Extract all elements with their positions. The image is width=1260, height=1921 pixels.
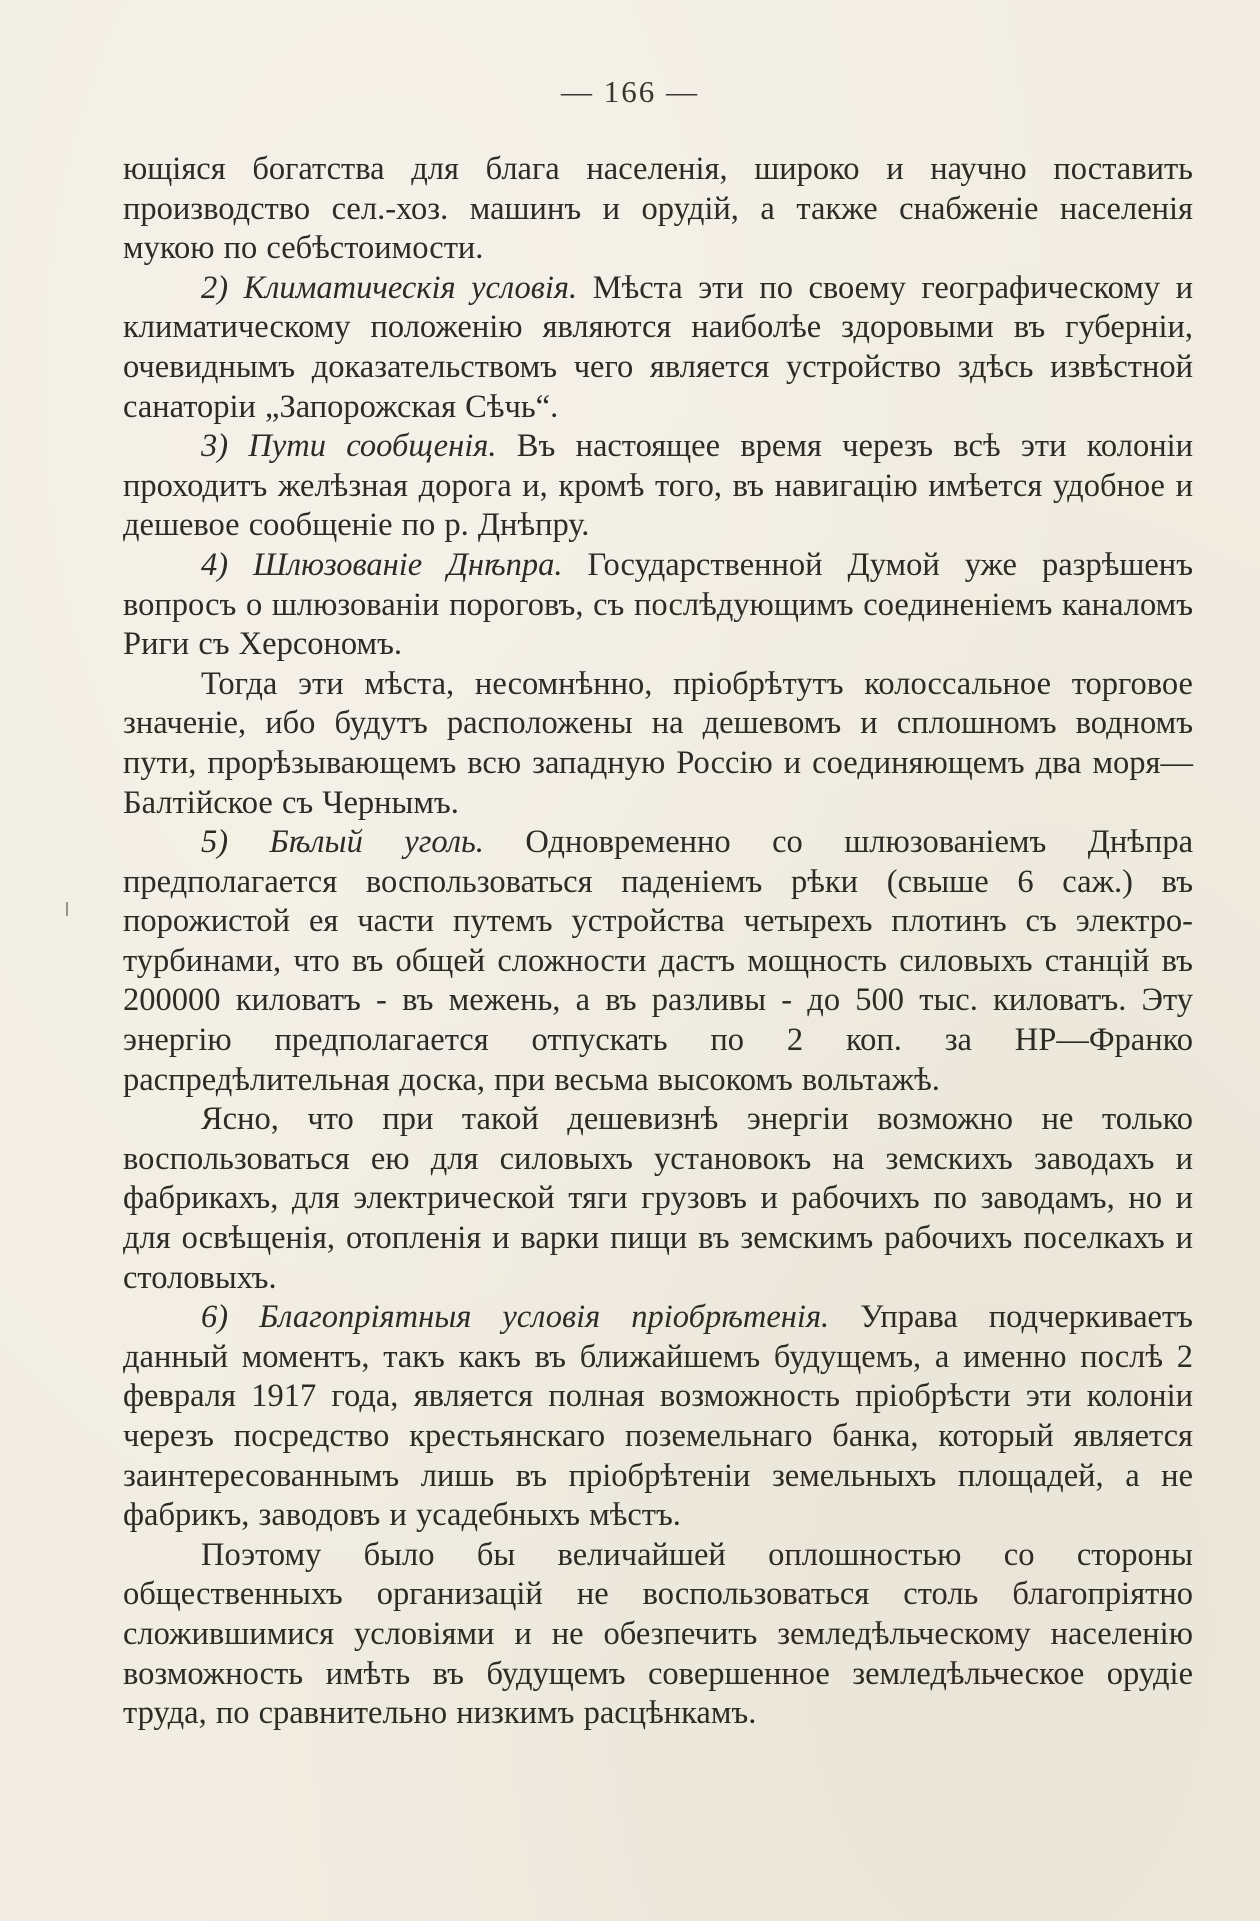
paragraph-acquisition [123,1298,1193,1536]
paragraph-climate [123,269,1193,427]
margin-mark [66,902,68,916]
paragraph-text: Управа подчеркиваетъ данный моментъ, такъ какъ въ ближайшемъ будущемъ, а именно послѣ 2 февраля 1917 года, является полная возможность пріобрѣсти эти колоніи черезъ посредство крестьянскаго поземельнаго банка, который является заинтересованнымъ лишь въ пріобрѣтеніи земельныхъ площадей, а не фабрикъ, заводовъ и усадебныхъ мѣстъ. [123,1299,1193,1534]
paragraph-text: Тогда эти мѣста, несомнѣнно, пріобрѣтутъ колоссальное торговое значеніе, ибо будутъ расположены на дешевомъ и сплошномъ водномъ пути, прорѣзывающемъ всю западную Россію и соединяющемъ два моря—Балтійское съ Чернымъ. [123,665,1193,821]
paragraph-text: Одновременно со шлюзованіемъ Днѣпра предполагается воспользоваться паденіемъ рѣки (свыше 6 саж.) въ порожистой ея части путемъ устройства четырехъ плотинъ съ электро-турбинами, что въ общей сложности дастъ мощность силовыхъ станцій въ 200000 киловатъ - въ межень, а въ разливы - до 500 тыс. киловатъ. Эту энергію предполагается отпускать по 2 коп. за НР—Франко распредѣлительная доска, при весьма высокомъ вольтажѣ. [123,824,1193,1098]
paragraph-text: Государственной Думой уже разрѣшенъ вопросъ о шлюзованіи пороговъ, съ послѣдующимъ соединеніемъ каналомъ Риги съ Херсономъ. [123,546,1193,663]
body-text [123,150,1193,1734]
paragraph-heading: 5) Бѣлый уголь. [201,824,484,861]
paragraph-text: Мѣста эти по своему географическому и климатическому положенію являются наиболѣе здоровыми въ губерніи, очевиднымъ доказательствомъ чего является устройство здѣсь извѣстной санаторіи „Запорожская Сѣчь“. [123,269,1194,425]
paragraph-heading: 2) Климатическія условія. [201,269,578,306]
paragraph-heading: 6) Благопріятныя условія пріобрѣтенія. [201,1299,830,1336]
paragraph-heading: 4) Шлюзованіе Днѣпра. [201,546,563,583]
paragraph-transport [123,427,1193,546]
paragraph-continuation [123,150,1193,269]
paragraph-text: Поэтому было бы величайшей оплошностью со стороны общественныхъ организацій не воспользоваться столь благопріятно сложившимися условіями и не обезпечить земледѣльческому населенію возможность имѣть въ будущемъ совершенное земледѣльческое орудіе труда, по сравнительно низкимъ расцѣнкамъ. [123,1536,1193,1732]
paragraph-white-coal [123,823,1193,1100]
paragraph-text: Въ настоящее время черезъ всѣ эти колоніи проходитъ желѣзная дорога и, кромѣ того, въ навигацію имѣется удобное и дешевое сообщеніе по р. Днѣпру. [123,428,1194,544]
paragraph-heading: 3) Пути сообщенія. [201,428,497,465]
paragraph-locks [123,546,1193,665]
paragraph-trade [123,665,1193,823]
paragraph-text: ющіяся богатства для блага населенія, широко и научно поставить производство сел.-хоз. машинъ и орудій, а также снабженіе населенія мукою по себѣстоимости. [123,151,1193,267]
paragraph-text: Ясно, что при такой дешевизнѣ энергіи возможно не только воспользоваться ею для силовыхъ установокъ на земскихъ заводахъ и фабрикахъ, для электрической тяги грузовъ и рабочихъ по заводамъ, но и для освѣщенія, отопленія и варки пищи въ земскимъ рабочихъ поселкахъ и столовыхъ. [123,1101,1193,1296]
paragraph-conclusion [123,1536,1193,1734]
paragraph-energy-use [123,1100,1193,1298]
page-number: — 166 — [561,74,699,109]
